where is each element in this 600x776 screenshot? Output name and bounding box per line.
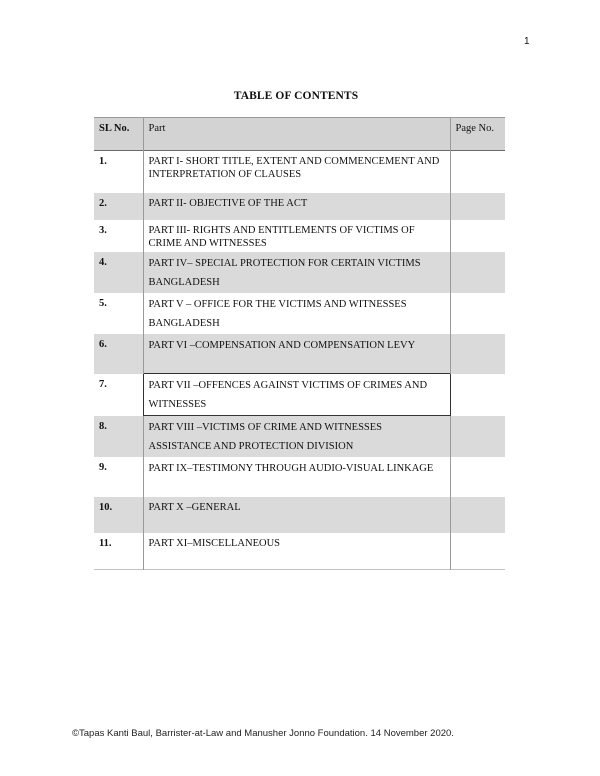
table-row: [94, 497, 505, 533]
row-sl: 11.: [99, 537, 112, 549]
row-sl: 7.: [99, 378, 107, 390]
row-part: PART X –GENERAL: [143, 497, 450, 533]
row-part: PART VI –COMPENSATION AND COMPENSATION LEVY: [143, 334, 450, 374]
table-row: [94, 151, 505, 193]
row-sl: 1.: [99, 156, 107, 167]
row-sl: 6.: [94, 334, 143, 374]
row-sl: 9.: [99, 461, 107, 473]
row-page: [450, 220, 505, 252]
row-sl: 3.: [99, 224, 107, 236]
table-row: [94, 220, 505, 252]
table-row: [94, 334, 505, 374]
row-page: [450, 457, 505, 497]
row-part: PART V – OFFICE FOR THE VICTIMS AND WITNESSES BANGLADESH: [143, 293, 450, 334]
copyright-footer: ©Tapas Kanti Baul, Barrister-at-Law and Manusher Jonno Foundation. 14 November 2020.: [72, 728, 454, 739]
header-sl-no: SL No.: [94, 118, 143, 151]
row-part: PART IX–TESTIMONY THROUGH AUDIO-VISUAL LINKAGE: [143, 457, 450, 497]
row-sl: 4.: [94, 252, 143, 293]
row-page: [450, 533, 505, 570]
row-part: PART VII –OFFENCES AGAINST VICTIMS OF CRIMES AND WITNESSES: [143, 374, 450, 416]
row-sl: 8.: [94, 416, 143, 457]
table-row: [94, 416, 505, 457]
table-row: [94, 193, 505, 220]
row-sl: 2.: [94, 193, 143, 220]
row-part: PART III- RIGHTS AND ENTITLEMENTS OF VICTIMS OF CRIME AND WITNESSES: [143, 220, 450, 252]
table-row: [94, 252, 505, 293]
page-title: TABLE OF CONTENTS: [233, 90, 359, 102]
row-page: [450, 334, 505, 374]
row-page: [450, 497, 505, 533]
table-row: [94, 533, 505, 570]
row-page: [450, 416, 505, 457]
row-part: PART XI–MISCELLANEOUS: [143, 533, 450, 570]
row-part: PART II- OBJECTIVE OF THE ACT: [143, 193, 450, 220]
table-row: [94, 293, 505, 334]
page-number: 1: [524, 36, 530, 47]
table-header-row: [94, 118, 505, 151]
row-page: [450, 193, 505, 220]
table-row: [94, 374, 505, 416]
row-sl: 5.: [99, 297, 107, 309]
row-page: [450, 252, 505, 293]
header-part: Part: [143, 118, 450, 151]
row-sl: 10.: [94, 497, 143, 533]
row-page: [450, 293, 505, 334]
row-part: PART I- SHORT TITLE, EXTENT AND COMMENCEMENT AND INTERPRETATION OF CLAUSES: [143, 151, 450, 193]
row-part: PART VIII –VICTIMS OF CRIME AND WITNESSES ASSISTANCE AND PROTECTION DIVISION: [143, 416, 450, 457]
row-page: [450, 151, 505, 193]
row-page: [450, 374, 505, 416]
toc-table: [94, 117, 505, 570]
table-row: [94, 457, 505, 497]
header-page-no: Page No.: [450, 118, 505, 151]
row-part: PART IV– SPECIAL PROTECTION FOR CERTAIN VICTIMS BANGLADESH: [143, 252, 450, 293]
